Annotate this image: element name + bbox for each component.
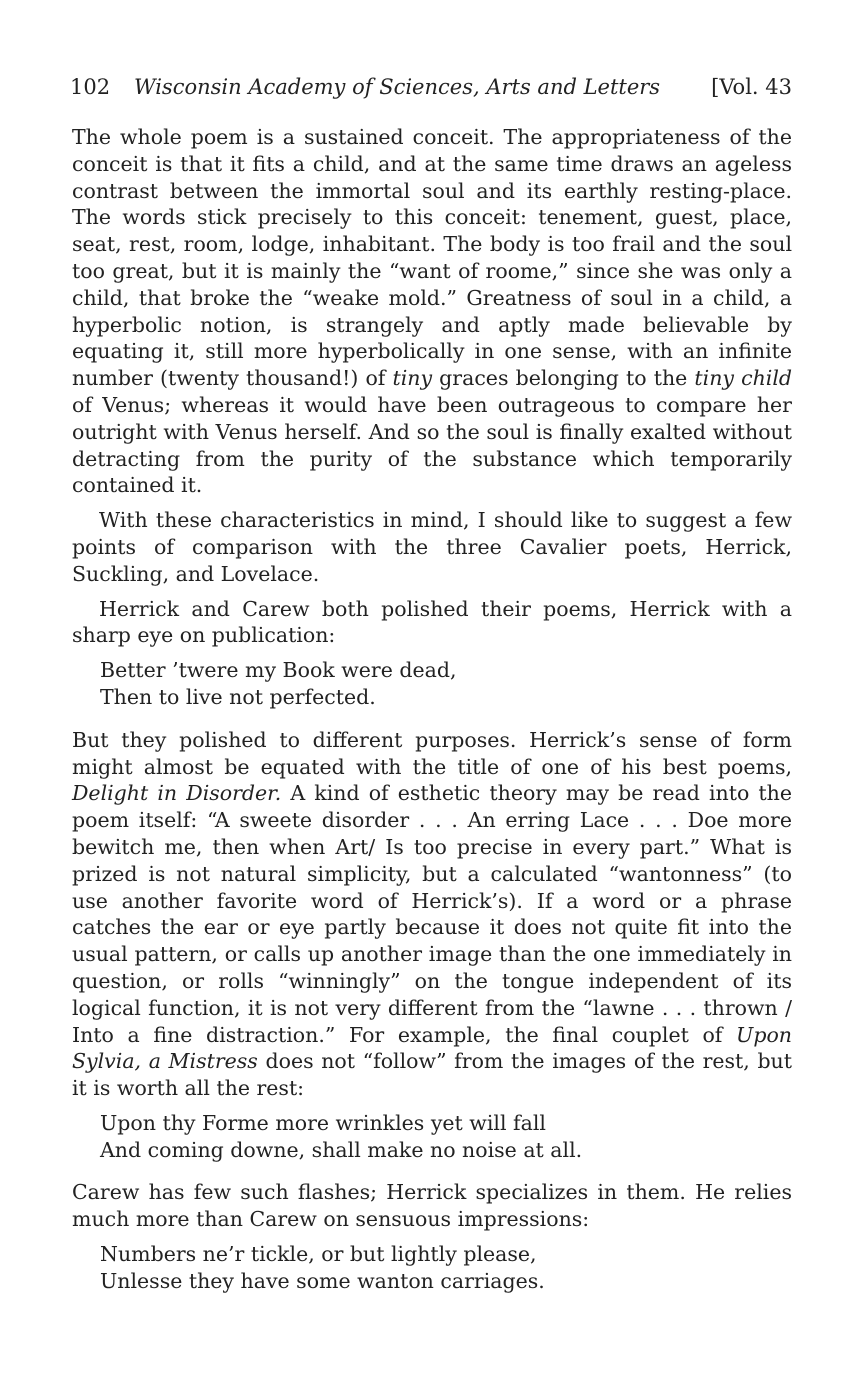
running-header bbox=[70, 70, 792, 104]
italic-span: tiny child bbox=[694, 366, 793, 391]
verse-line: Then to live not perfected. bbox=[100, 684, 376, 709]
italic-span: tiny bbox=[392, 366, 433, 391]
italic-span: Delight in Disorder. bbox=[72, 781, 282, 806]
text-span: A kind of esthetic theory may be read into the poem itself: “A sweete disorder . . . An erring Lace . . . Doe more bewitch me, then when Art/ Is too precise in every part.” What is prized is not natural simplicity, but a calculated “wantonness” (to use another favorite word of Herrick’s). If a word or a phrase catches the ear or eye partly because it does not quite fit into the usual pattern, or calls up another image than the one immediately in question, or rolls “winningly” on the tongue independent of its logical function, it is not very different from the “lawne . . . thrown / Into a fine distraction.” For example, the final couplet of bbox=[72, 781, 792, 1047]
text-span: The whole poem is a sustained conceit. The appropriateness of the conceit is that it fits a child, and at the same time draws an ageless contrast between the immortal soul and its earthly resting-place. The words stick precisely to this conceit: tenement, guest, place, seat, rest, room, lodge, inhabitant. The body is too frail and the soul too great, but it is mainly the “want of roome,” since she was only a child, that broke the “weake mold.” Greatness of soul in a child, a hyperbolic notion, is strangely and aptly made believable by equating it, still more hyperbolically in one sense, with an infinite number (twenty thousand!) of bbox=[72, 125, 792, 391]
text-span: of Venus; whereas it would have been outrageous to compare her outright with Venus herself. And so the soul is finally exalted without detracting from the purity of the substance which temporarily contained it. bbox=[72, 392, 792, 498]
verse-line: Better ’twere my Book were dead, bbox=[100, 658, 457, 683]
text-span: But they polished to different purposes. Herrick’s sense of form might almost be equated with the title of one of his best poems, bbox=[72, 727, 792, 779]
page-number: 102 bbox=[70, 75, 111, 99]
text-span: With these characteristics in mind, I should like to suggest a few points of comparison with the three Cavalier poets, Herrick, Suckling, and Lovelace. bbox=[72, 508, 792, 586]
paragraph-polished-purposes bbox=[72, 727, 792, 1102]
verse-line: And coming downe, shall make no noise at all. bbox=[100, 1137, 583, 1162]
italic-span: Upon Sylvia, a Mistress bbox=[72, 1022, 792, 1074]
text-span: Carew has few such flashes; Herrick specializes in them. He relies much more than Carew on sensuous impressions: bbox=[72, 1180, 792, 1232]
verse-line: Unlesse they have some wanton carriages. bbox=[100, 1268, 545, 1293]
paragraph-cavalier-poets bbox=[72, 507, 792, 587]
paragraph-carew-flashes bbox=[72, 1179, 792, 1233]
verse-line: Upon thy Forme more wrinkles yet will fall bbox=[100, 1110, 546, 1135]
verse-line: Numbers ne’r tickle, or but lightly please, bbox=[100, 1242, 537, 1267]
verse-quote-book bbox=[100, 657, 792, 711]
verse-quote-sylvia bbox=[100, 1110, 792, 1164]
verse-quote-numbers bbox=[100, 1241, 792, 1295]
paragraph-sustained-conceit bbox=[72, 124, 792, 499]
text-span: Herrick and Carew both polished their poems, Herrick with a sharp eye on publication: bbox=[72, 596, 792, 648]
volume-label: [Vol. 43 bbox=[711, 75, 792, 99]
paragraph-herrick-carew bbox=[72, 596, 792, 650]
text-span: graces belonging to the bbox=[432, 366, 695, 391]
journal-title: Wisconsin Academy of Sciences, Arts and Letters bbox=[134, 75, 661, 99]
page-body bbox=[72, 124, 792, 1311]
text-span: does not “follow” from the images of the rest, but it is worth all the rest: bbox=[72, 1049, 793, 1101]
